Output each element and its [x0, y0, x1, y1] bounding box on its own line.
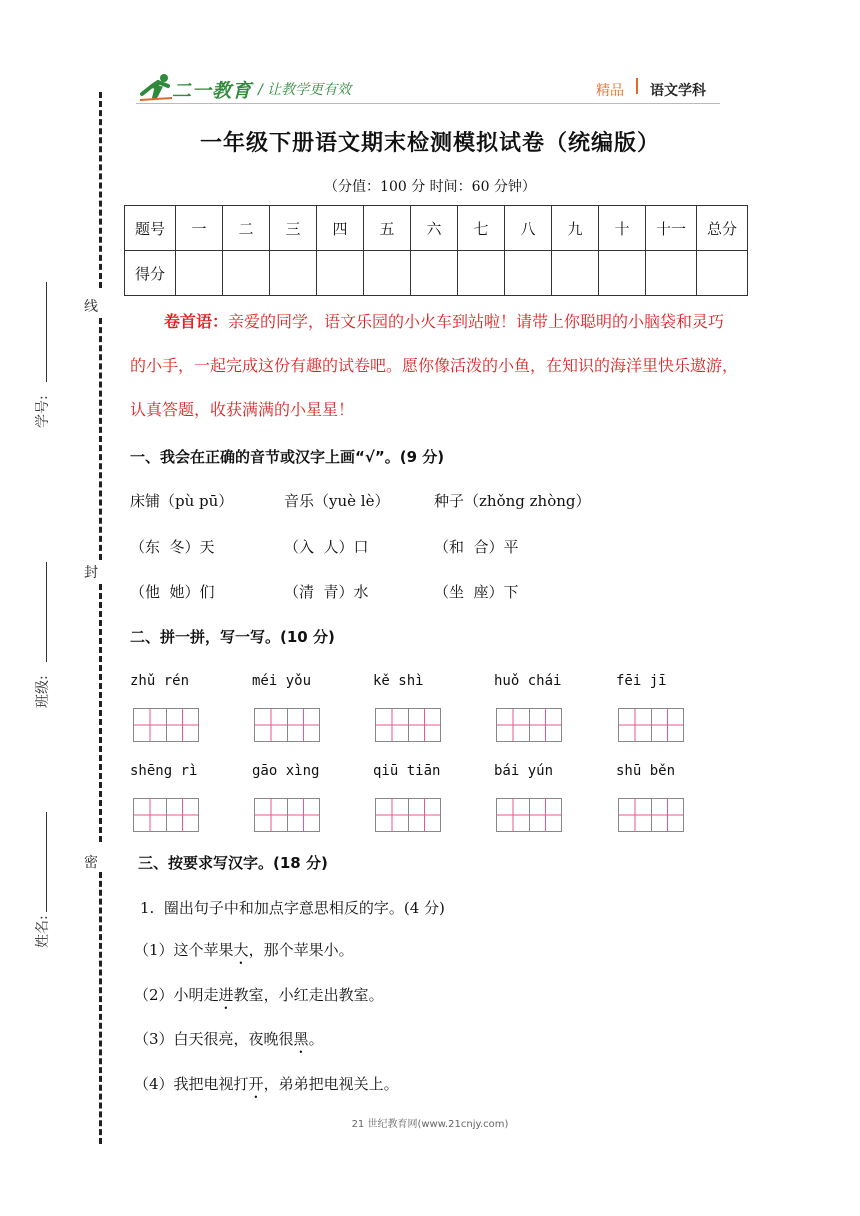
subject-tag: 语文学科 [650, 83, 706, 99]
writing-grid[interactable] [254, 708, 320, 742]
pinyin-label: qiū tiān [373, 763, 441, 779]
tag-divider [636, 78, 638, 94]
score-input-cell[interactable] [411, 251, 458, 296]
page-title: 一年级下册语文期末检测模拟试卷（统编版） [199, 130, 660, 156]
binding-dash-line [99, 92, 102, 288]
score-input-cell[interactable] [458, 251, 505, 296]
dotted-char[interactable]: 黑 [293, 1030, 309, 1048]
name-label: 姓名: [35, 915, 51, 948]
writing-grid[interactable] [254, 798, 320, 832]
pinyin-label: kě shì [373, 673, 424, 689]
pinyin-label: huǒ chái [494, 673, 562, 689]
binding-dash-line [99, 584, 102, 842]
section1-row1-item: 床铺（pù pū） [130, 492, 234, 510]
student-id-label: 学号: [35, 395, 51, 428]
pinyin-label: bái yún [494, 763, 554, 779]
item-text: （2）小明走 [134, 986, 219, 1004]
writing-grid[interactable] [496, 708, 562, 742]
page-footer: 21 世纪教育网(www.21cnjy.com) [351, 1119, 509, 1130]
section1-row3-item: （坐 座）下 [434, 583, 519, 601]
pinyin-label: méi yǒu [252, 673, 312, 689]
section1-row2-item: （东 冬）天 [130, 538, 215, 556]
score-input-cell[interactable] [176, 251, 223, 296]
writing-grid[interactable] [496, 798, 562, 832]
pinyin-label: shū běn [616, 763, 676, 779]
section1-row1-item: 种子（zhǒng zhòng） [434, 492, 591, 510]
score-input-cell[interactable] [317, 251, 364, 296]
intro-paragraph [130, 300, 740, 432]
table-cell: 八 [505, 206, 552, 251]
table-cell: 七 [458, 206, 505, 251]
item-text: 教室，小红走出教室。 [233, 986, 384, 1004]
table-cell: 十 [599, 206, 646, 251]
exam-info: （分值：100 分 时间：60 分钟） [324, 179, 536, 195]
writing-grid[interactable] [618, 798, 684, 832]
section1-row3-item: （清 青）水 [284, 583, 369, 601]
score-table [124, 205, 748, 296]
score-input-cell[interactable] [599, 251, 646, 296]
score-input-cell[interactable] [552, 251, 599, 296]
writing-grid[interactable] [133, 798, 199, 832]
writing-grid[interactable] [133, 708, 199, 742]
section3-heading: 三、按要求写汉字。(18 分) [138, 854, 328, 872]
table-cell: 二 [223, 206, 270, 251]
name-line [46, 812, 47, 912]
section1-row2-item: （和 合）平 [434, 538, 519, 556]
writing-grid[interactable] [618, 708, 684, 742]
item-text: （3）白天很亮，夜晚很 [134, 1030, 294, 1048]
item-text: ，弟弟把电视关上。 [263, 1075, 399, 1093]
binding-char-line: 线 [84, 299, 98, 315]
section2-heading: 二、拼一拼，写一写。(10 分) [130, 628, 335, 646]
table-cell: 三 [270, 206, 317, 251]
table-cell: 题号 [125, 206, 176, 251]
question-item [134, 984, 384, 1013]
student-id-line [46, 282, 47, 382]
table-cell: 十一 [646, 206, 697, 251]
score-input-cell[interactable] [223, 251, 270, 296]
item-text: ，那个苹果小。 [248, 941, 354, 959]
pinyin-label: shēng rì [130, 763, 198, 779]
item-text: （4）我把电视打 [134, 1075, 249, 1093]
header-divider [136, 103, 720, 104]
binding-dash-line [99, 318, 102, 560]
table-cell: 九 [552, 206, 599, 251]
section1-heading: 一、我会在正确的音节或汉字上画“√”。(9 分) [130, 448, 445, 466]
score-table-header-row [125, 206, 748, 251]
question-item [134, 939, 354, 968]
section1-row2-item: （入 人）口 [284, 538, 369, 556]
table-cell: 四 [317, 206, 364, 251]
dotted-char[interactable]: 开 [248, 1075, 264, 1093]
question-item [134, 1073, 399, 1102]
section1-row3-item: （他 她）们 [130, 583, 215, 601]
score-input-cell[interactable] [364, 251, 411, 296]
score-input-cell[interactable] [646, 251, 697, 296]
table-cell: 一 [176, 206, 223, 251]
table-cell: 得分 [125, 251, 176, 296]
question-prompt: 1. 圈出句子中和加点字意思相反的字。(4 分) [140, 899, 445, 917]
dotted-char[interactable]: 大 [233, 941, 249, 959]
score-input-cell[interactable] [697, 251, 748, 296]
score-table-score-row [125, 251, 748, 296]
item-text: （1）这个苹果 [134, 941, 234, 959]
dotted-char[interactable]: 进 [218, 986, 234, 1004]
table-cell: 五 [364, 206, 411, 251]
item-text: 。 [308, 1030, 324, 1048]
pinyin-label: gāo xìng [252, 763, 320, 779]
binding-char-seal: 封 [84, 565, 98, 581]
intro-text: 亲爱的同学，语文乐园的小火车到站啦！请带上你聪明的小脑袋和灵巧的小手，一起完成这份有趣的试卷吧。愿你像活泼的小鱼，在知识的海洋里快乐遨游，认真答题，收获满满的小星星！ [130, 312, 739, 419]
binding-char-secret: 密 [84, 855, 98, 871]
pinyin-label: zhǔ rén [130, 673, 190, 689]
section1-row1-item: 音乐（yuè lè） [284, 492, 390, 510]
class-line [46, 562, 47, 662]
class-label: 班级: [35, 675, 51, 708]
binding-dash-line [99, 872, 102, 1144]
table-cell: 总分 [697, 206, 748, 251]
score-input-cell[interactable] [270, 251, 317, 296]
intro-lead: 卷首语： [164, 312, 229, 331]
writing-grid[interactable] [375, 798, 441, 832]
score-input-cell[interactable] [505, 251, 552, 296]
quality-tag: 精品 [596, 83, 624, 99]
slogan: / 让教学更有效 [258, 82, 352, 98]
writing-grid[interactable] [375, 708, 441, 742]
logo-text: 二一教育 [172, 80, 253, 102]
pinyin-label: fēi jī [616, 673, 667, 689]
question-item [134, 1028, 324, 1057]
table-cell: 六 [411, 206, 458, 251]
